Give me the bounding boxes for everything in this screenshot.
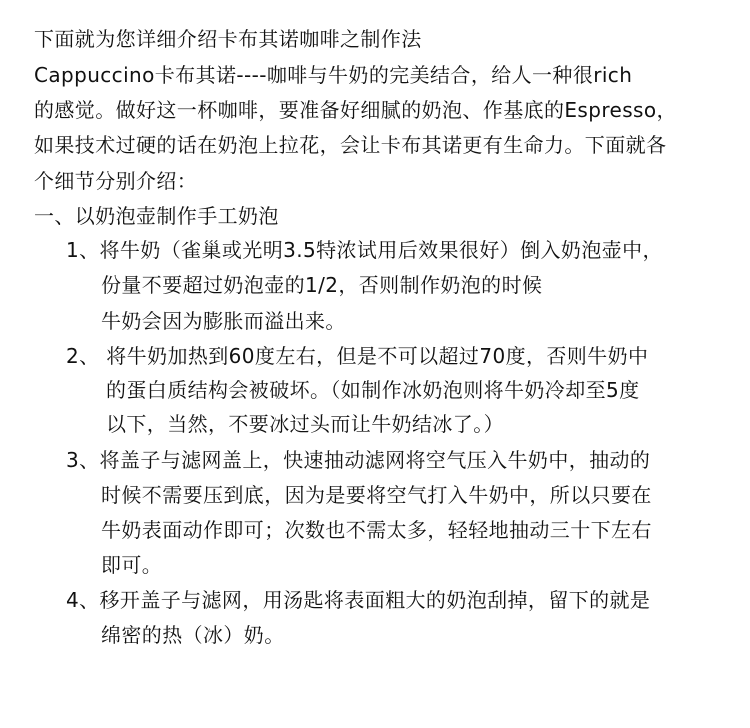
step-3-line: 即可。 (101, 553, 163, 577)
section-heading: 一、以奶泡壶制作手工奶泡 (34, 204, 279, 228)
step-1-line: 份量不要超过奶泡壶的1/2，否则制作奶泡的时候 (101, 273, 543, 297)
step-4-line: 绵密的热（冰）奶。 (101, 623, 285, 647)
intro-line: 的感觉。做好这一杯咖啡，要准备好细腻的奶泡、作基底的Espresso， (34, 98, 677, 122)
step-1-line: 牛奶会因为膨胀而溢出来。 (101, 309, 346, 333)
doc-title: 下面就为您详细介绍卡布其诺咖啡之制作法 (34, 27, 422, 51)
step-4-line: 4、移开盖子与滤网，用汤匙将表面粗大的奶泡刮掉，留下的就是 (66, 588, 651, 612)
step-3-line: 3、将盖子与滤网盖上，快速抽动滤网将空气压入牛奶中，抽动的 (66, 448, 651, 472)
step-2-line: 以下，当然，不要冰过头而让牛奶结冰了。） (106, 412, 504, 436)
step-3-line: 时候不需要压到底，因为是要将空气打入牛奶中，所以只要在 (101, 483, 652, 507)
step-2-line: 的蛋白质结构会被破坏。（如制作冰奶泡则将牛奶冷却至5度 (106, 378, 640, 402)
intro-line: 如果技术过硬的话在奶泡上拉花，会让卡布其诺更有生命力。下面就各 (34, 133, 667, 157)
step-2-line: 2、 将牛奶加热到60度左右，但是不可以超过70度，否则牛奶中 (66, 344, 649, 368)
intro-line: Cappuccino卡布其诺----咖啡与牛奶的完美结合，给人一种很rich (34, 63, 633, 87)
step-1-line: 1、将牛奶（雀巢或光明3.5特浓试用后效果很好）倒入奶泡壶中， (66, 238, 663, 262)
intro-line: 个细节分别介绍： (34, 169, 198, 193)
step-3-line: 牛奶表面动作即可；次数也不需太多，轻轻地抽动三十下左右 (101, 518, 652, 542)
